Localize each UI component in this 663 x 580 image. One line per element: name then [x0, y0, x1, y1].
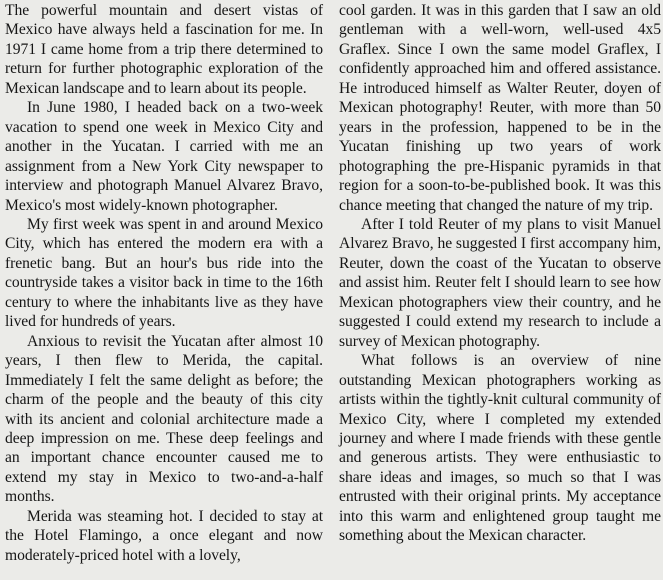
paragraph: What follows is an overview of nine outstanding Mexican photographers working as artists within the tightly-knit cultural community of Mexico City, where I completed my extended journey and where I made friends with these gentle and generous artists. They were enthusiastic to share ideas and images, so much so that I was entrusted with their original prints. My acceptance into this warm and enlightened group taught me something about the Mexican character.: [339, 352, 661, 545]
right-text-column: [339, 1, 661, 546]
paragraph: In June 1980, I headed back on a two-week vacation to spend one week in Mexico City and another in the Yucatan. I carried with me an assignment from a New York City newspaper to interview and photograph Manuel Alvarez Bravo, Mexico's most widely-known photographer.: [5, 99, 323, 214]
paragraph: cool garden. It was in this garden that I saw an old gentleman with a well-worn, well-used 4x5 Graflex. Since I own the same model Graflex, I confidently approached him and offered assistance. He introduced himself as Walter Reuter, doyen of Mexican photography! Reuter, with more than 50 years in the profession, happened to be in the Yucatan finishing up two years of work photographing the pre-Hispanic pyramids in that region for a soon-to-be-published book. It was this chance meeting that changed the nature of my trip.: [339, 2, 661, 214]
paragraph: The powerful mountain and desert vistas of Mexico have always held a fascination for me. In 1971 I came home from a trip there determined to return for further photographic exploration of the Mexican landscape and to learn about its people.: [5, 2, 323, 97]
paragraph: Merida was steaming hot. I decided to stay at the Hotel Flamingo, a once elegant and now moderately-priced hotel with a lovely,: [5, 507, 323, 564]
left-text-column: [5, 1, 323, 565]
paragraph: After I told Reuter of my plans to visit Manuel Alvarez Bravo, he suggested I first accompany him, Reuter, down the coast of the Yucatan to observe and assist him. Reuter felt I should learn to see how Mexican photographers view their country, and he suggested I could extend my research to include a survey of Mexican photography.: [339, 215, 661, 350]
paragraph: My first week was spent in and around Mexico City, which has entered the modern era with a frenetic bang. But an hour's bus ride into the countryside takes a visitor back in time to the 16th century to where the inhabitants live as they have lived for hundreds of years.: [5, 215, 323, 331]
paragraph: Anxious to revisit the Yucatan after almost 10 years, I then flew to Merida, the capital. Immediately I felt the same delight as before; the charm of the people and the beauty of this city with its ancient and colonial architecture made a deep impression on me. These deep feelings and an important chance encounter caused me to extend my stay in Mexico to two-and-a-half months.: [5, 332, 323, 506]
